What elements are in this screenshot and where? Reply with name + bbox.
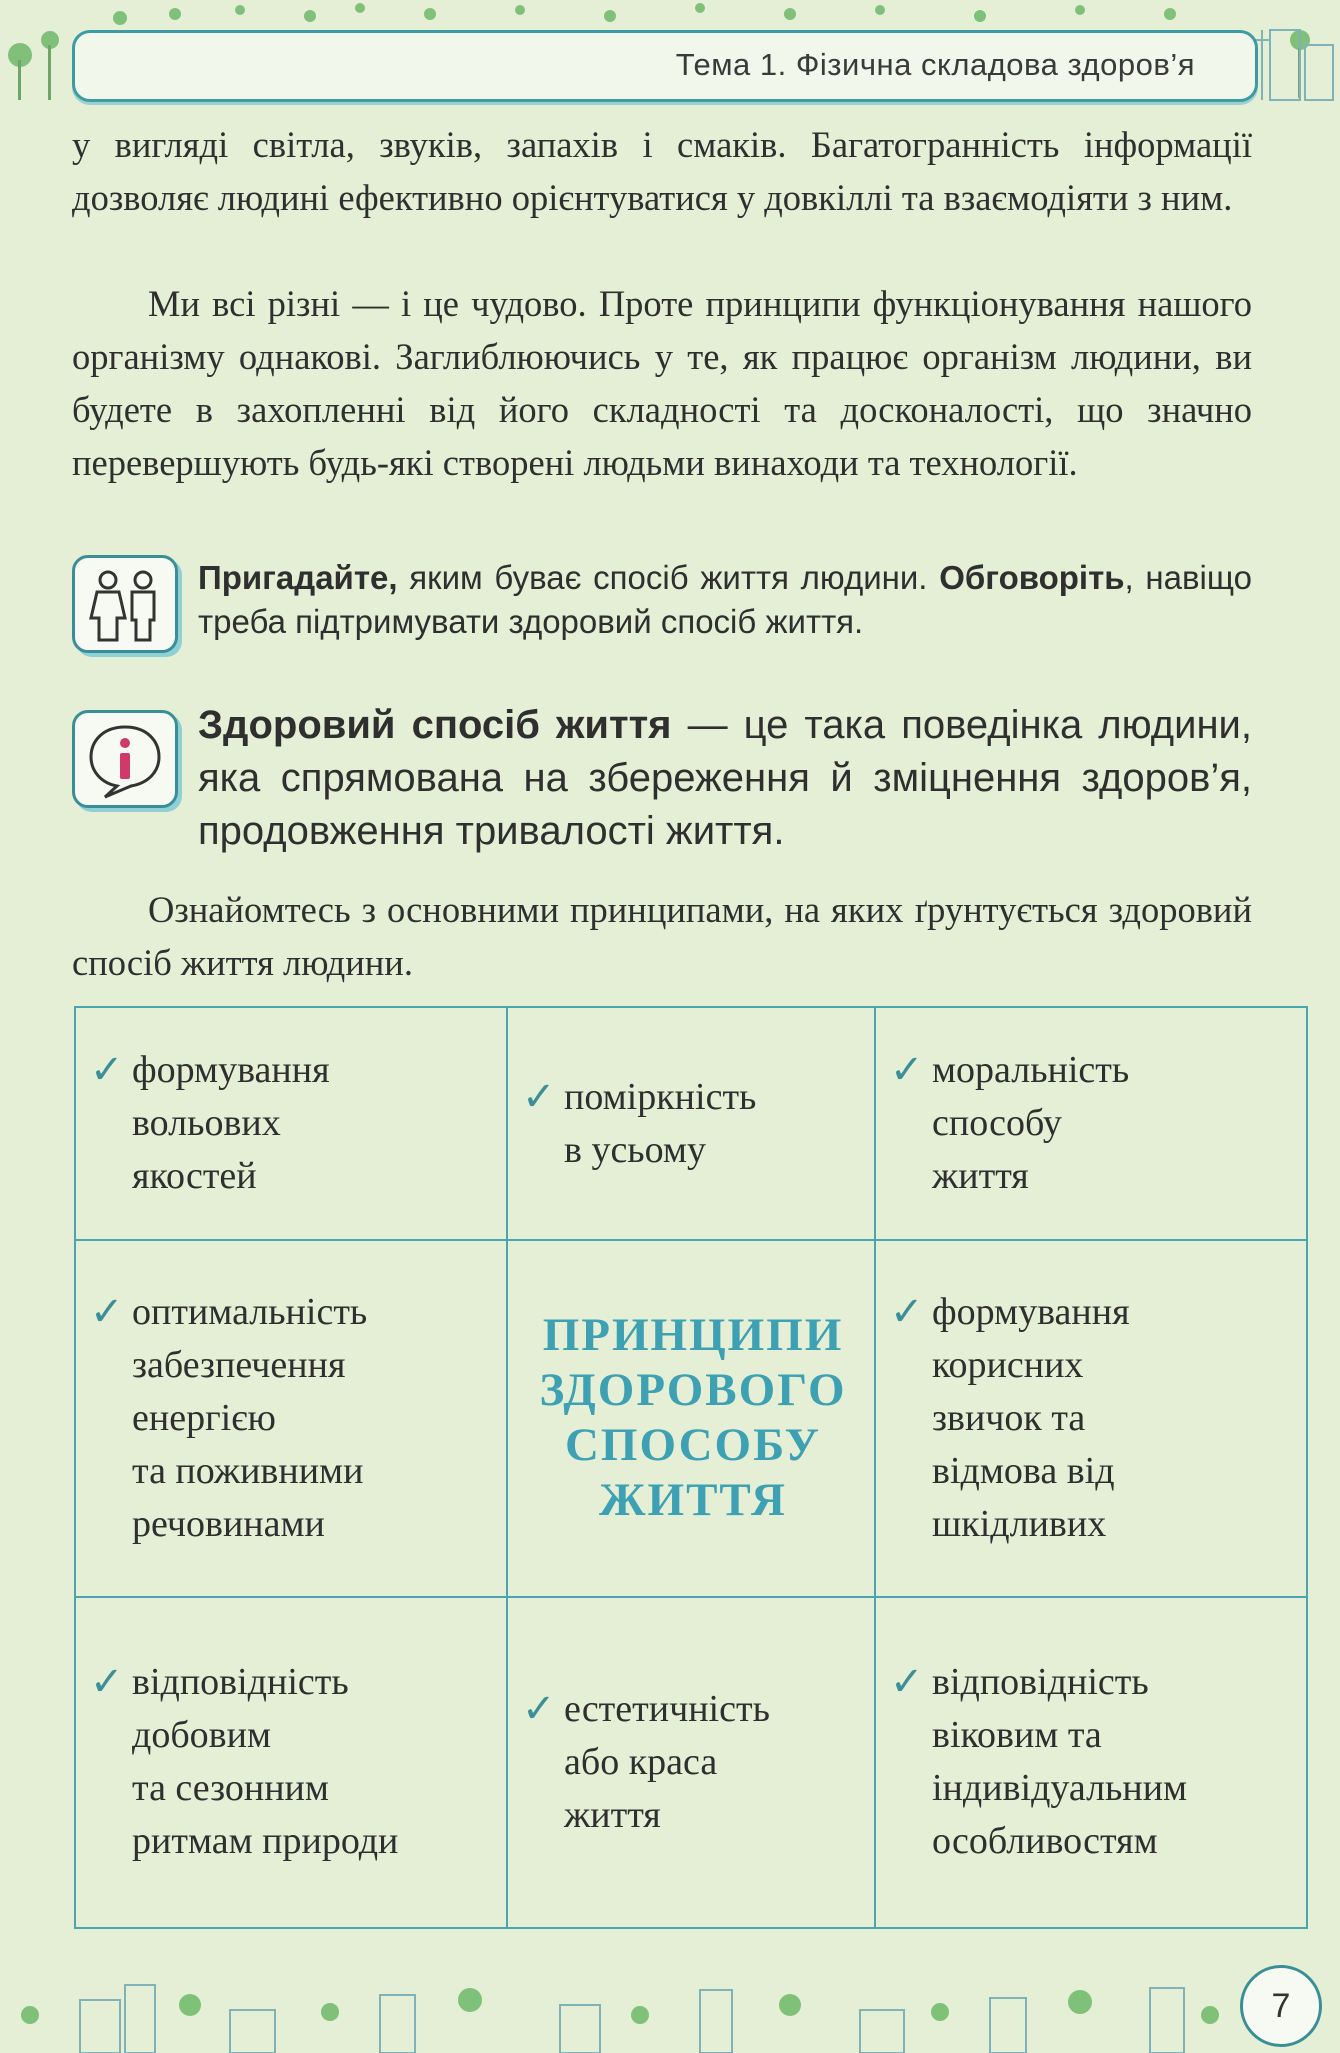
principle-cell xyxy=(507,1007,875,1240)
center-cell xyxy=(507,1240,875,1597)
people-icon xyxy=(72,555,178,653)
check-icon: ✓ xyxy=(890,1659,924,1706)
check-icon: ✓ xyxy=(890,1288,924,1335)
info-icon xyxy=(72,710,178,808)
second-paragraph: Ми всі різні — і це чудово. Проте принципи функціонування нашого організму однакові. Заглиблюючись у те, як працює організм людини, ви будете в захопленні від його складності та досконалості, що значно перевершують будь-які створені людьми винаходи та технології. xyxy=(72,283,1252,483)
definition-term: Здоровий спосіб життя xyxy=(198,703,672,747)
principles-intro-paragraph: Ознайомтесь з основними принципами, на яких ґрунтується здоровий спосіб життя людини. xyxy=(72,889,1252,983)
principle-text: поміркність в усьому xyxy=(564,1075,757,1171)
check-icon: ✓ xyxy=(90,1288,124,1335)
bottom-decoration xyxy=(0,1960,1340,2053)
principle-text: формування вольових якостей xyxy=(132,1049,330,1197)
intro-paragraph: у вигляді світла, звуків, запахів і смаків. Багатогранність інформації дозволяє людині ефективно орієнтуватися у довкіллі та взаємодіяти з ним. xyxy=(72,124,1252,218)
table-row xyxy=(75,1240,1307,1597)
check-icon: ✓ xyxy=(90,1047,124,1093)
check-icon: ✓ xyxy=(522,1073,556,1120)
principle-cell xyxy=(75,1240,507,1597)
check-icon: ✓ xyxy=(890,1047,924,1093)
principle-cell xyxy=(75,1007,507,1240)
check-icon: ✓ xyxy=(90,1659,124,1706)
table-row xyxy=(75,1007,1307,1240)
definition-body: — це така поведінка людини, яка спрямована на збереження й зміцнення здоров’я, продовження тривалості життя. xyxy=(198,703,1252,853)
chapter-title: Тема 1. Фізична складова здоров’я xyxy=(675,47,1195,82)
principle-text: відповідність добовим та сезонним ритмам природи xyxy=(132,1661,399,1863)
page-number: 7 xyxy=(1240,1965,1322,2047)
principle-text: моральність способу життя xyxy=(932,1049,1130,1197)
principle-cell xyxy=(875,1240,1307,1597)
recall-body: яким буває спосіб життя людини. xyxy=(397,559,940,596)
principle-cell xyxy=(75,1597,507,1928)
principles-title: ПРИНЦИПИ ЗДОРОВОГО СПОСОБУ ЖИТТЯ xyxy=(539,1309,847,1527)
definition-text xyxy=(198,699,1252,858)
discuss-lead: Обговоріть xyxy=(939,559,1125,596)
recall-text xyxy=(198,556,1252,644)
check-icon: ✓ xyxy=(522,1685,556,1732)
principles-table xyxy=(74,1006,1308,1929)
header-bar xyxy=(72,30,1258,102)
table-row xyxy=(75,1597,1307,1928)
principle-text: формування корисних звичок та відмова від шкідливих xyxy=(932,1290,1130,1545)
principle-text: естетичність або краса життя xyxy=(564,1687,770,1836)
recall-lead: Пригадайте, xyxy=(198,559,398,596)
principle-text: відповідність віковим та індивідуальним особливостям xyxy=(932,1661,1188,1863)
principle-text: оптимальність забезпечення енергією та поживними речовинами xyxy=(132,1290,368,1545)
principle-cell xyxy=(875,1007,1307,1240)
principle-cell xyxy=(507,1597,875,1928)
principle-cell xyxy=(875,1597,1307,1928)
discuss-body: , навіщо треба підтримувати здоровий спосіб життя. xyxy=(198,559,1252,640)
